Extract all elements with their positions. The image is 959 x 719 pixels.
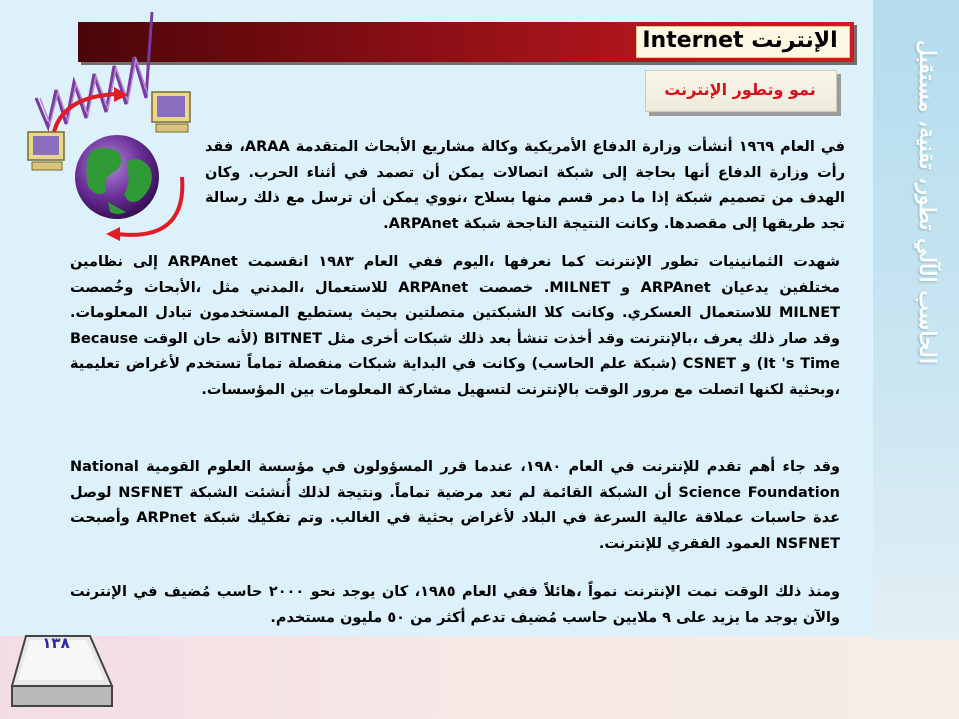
page-number: ١٣٨ bbox=[42, 634, 70, 652]
computer-icon bbox=[152, 92, 190, 132]
page-title: الإنترنت Internet bbox=[642, 28, 838, 53]
www-globe-icon bbox=[22, 2, 202, 242]
paragraph-2: شهدت الثمانينيات تطور الإنترنت كما نعرفها ،اليوم ففي العام ١٩٨٣ انقسمت ARPAnet إلى نظامين مختلفين يدعيان ARPAnet و MILNET. خصصت ARPAnet للاستعمال ،المدني مثل ،الأبحاث وخُصصت MILNET للاستعمال العسكري. وكانت كلا الشبكتين متصلتين بحيث يستطيع المستخدمون تبادل المعلومات. وقد صار ذلك يعرف ،بالإنترنت وقد أخذت تنشأ بعد ذلك شبكات أخرى مثل BITNET (لأنه حان الوقت Because It 's Time) و CSNET (شبكة علم الحاسب) وكانت في البداية شبكات منفصلة تماماً تستخدم لأغراض تعليمية ،وبحثية لكنها اتصلت مع مرور الوقت بالإنترنت لتسهيل مشاركة المعلومات بين المؤسسات. bbox=[70, 254, 840, 398]
paragraph-1: في العام ١٩٦٩ أنشأت وزارة الدفاع الأمريكية وكالة مشاريع الأبحاث المتقدمة ARAA، فقد رأت وزارة الدفاع أنها بحاجة إلى شبكة اتصالات يمكن أن تصمد في أثناء الحرب. وكان الهدف من تصميم شبكة إذا ما دمر قسم منها بسلاح ،نووي يمكن أن ترسل مع ذلك رسالة تجد طريقها إلى مقصدها. وكانت النتيجة الناجحة شبكة ARPAnet. bbox=[205, 139, 845, 232]
computer-icon bbox=[28, 132, 64, 170]
side-label: الحاسب الآلي تطور، تقنية، مستقبل bbox=[914, 40, 940, 365]
paragraph-3: وقد جاء أهم تقدم للإنترنت في العام ١٩٨٠، عندما قرر المسؤولون في مؤسسة العلوم القومية National Science Foundation أن الشبكة القائمة لم تعد مرضية تماماً. ونتيجة لذلك أُنشئت الشبكة NSFNET لوصل عدة حاسبات عملاقة عالية السرعة في البلاد لأغراض بحثية في الغالب. وتم تفكيك شبكة ARPnet وأصبحت NSFNET العمود الفقري للإنترنت. bbox=[70, 459, 840, 552]
bottom-band bbox=[0, 636, 959, 719]
section-subtitle: نمو وتطور الإنترنت bbox=[664, 80, 816, 99]
logo-text: WWW bbox=[62, 72, 65, 73]
paragraph-4: ومنذ ذلك الوقت نمت الإنترنت نمواً ،هائلاً ففي العام ١٩٨٥، كان يوجد نحو ٢٠٠٠ حاسب مُضيف في الإنترنت والآن يوجد ما يزيد على ٩ ملايين حاسب مُضيف تدعم أكثر من ٥٠ مليون مستخدم. bbox=[70, 584, 840, 626]
